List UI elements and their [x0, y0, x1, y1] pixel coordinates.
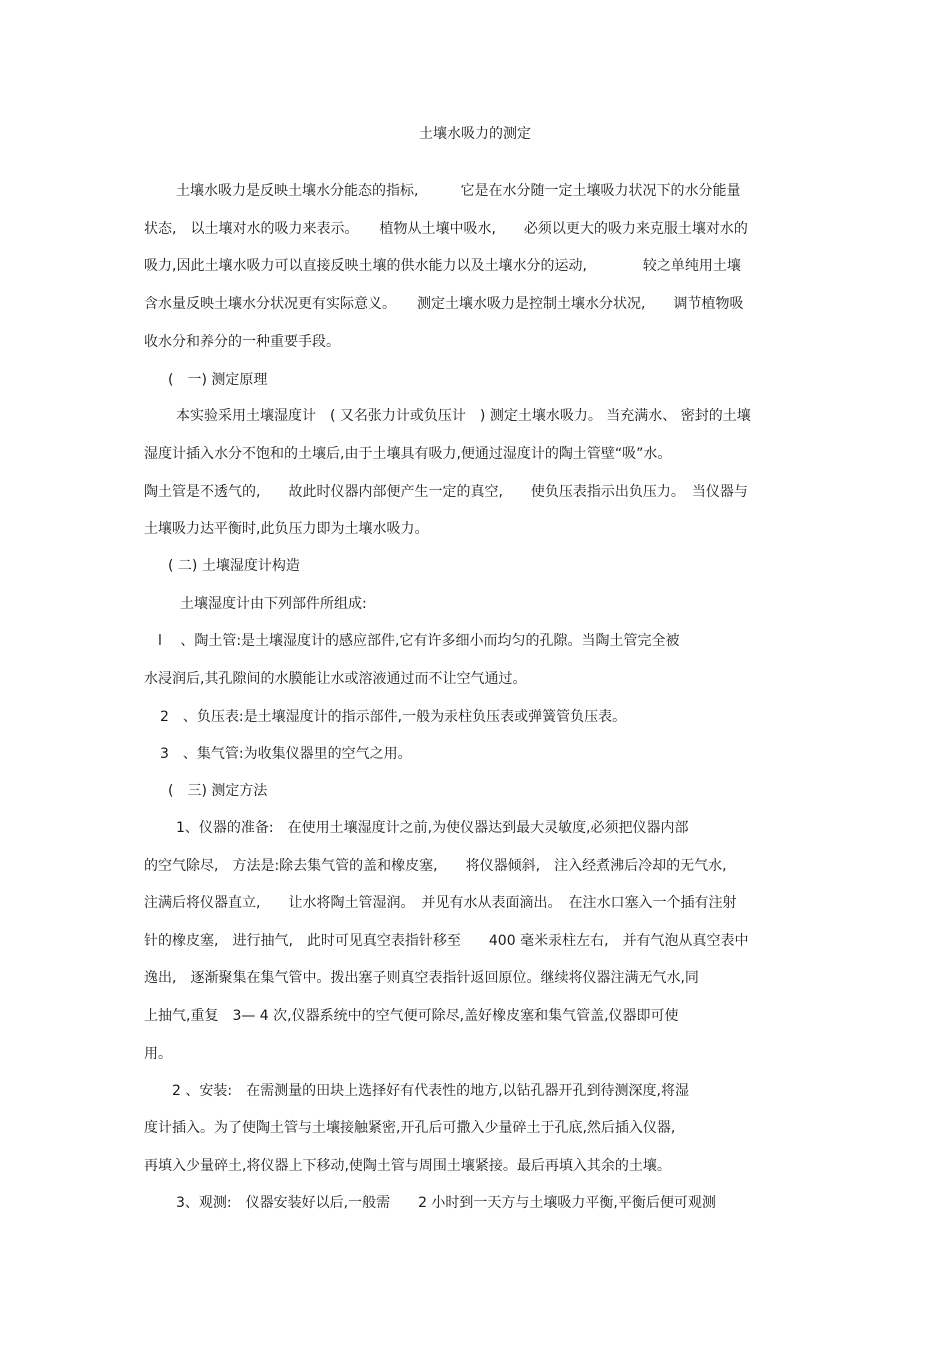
list-item: 2 、负压表:是土壤湿度计的指示部件,一般为汞柱负压表或弹簧管负压表。 [160, 709, 627, 725]
paragraph-line: 湿度计插入水分不饱和的土壤后,由于土壤具有吸力,便通过湿度计的陶土管壁“吸”水。 [144, 446, 672, 462]
paragraph-line: 土壤吸力达平衡时,此负压力即为土壤水吸力。 [144, 521, 429, 537]
paragraph-line: 注满后将仪器直立, 让水将陶土管湿润。 并见有水从表面滴出。 在注水口塞入一个插有注射 [144, 895, 737, 911]
section-heading: ( 二) 土壤湿度计构造 [168, 558, 300, 574]
paragraph-line: 陶土管是不透气的, 故此时仪器内部便产生一定的真空, 使负压表指示出负压力。 当仪器与 [144, 484, 748, 500]
paragraph-line: 2 、安装: 在需测量的田块上选择好有代表性的地方,以钻孔器开孔到待测深度,将湿 [172, 1083, 689, 1099]
paragraph-line: 的空气除尽, 方法是:除去集气管的盖和橡皮塞, 将仪器倾斜, 注入经煮沸后冷却的无气水, [144, 858, 727, 874]
paragraph-line: 土壤水吸力是反映土壤水分能态的指标, 它是在水分随一定土壤吸力状况下的水分能量 [176, 183, 741, 199]
section-heading: ( 三) 测定方法 [168, 783, 268, 799]
paragraph-line: 本实验采用土壤湿度计 ( 又名张力计或负压计 ) 测定土壤水吸力。 当充满水、 密封的土壤 [176, 408, 751, 424]
paragraph-line: 针的橡皮塞, 进行抽气, 此时可见真空表指针移至 400 毫米汞柱左右, 并有气泡从真空表中 [144, 933, 749, 949]
paragraph-line: 收水分和养分的一种重要手段。 [144, 334, 340, 350]
paragraph-line: 再填入少量碎土,将仪器上下移动,使陶土管与周围土壤紧接。最后再填入其余的土壤。 [144, 1158, 671, 1174]
paragraph-line: 含水量反映土壤水分状况更有实际意义。 测定土壤水吸力是控制土壤水分状况, 调节植物吸 [144, 296, 744, 312]
list-item: l 、陶土管:是土壤湿度计的感应部件,它有许多细小而均匀的孔隙。当陶土管完全被 [158, 633, 680, 649]
paragraph-line: 吸力,因此土壤水吸力可以直接反映土壤的供水能力以及土壤水分的运动, 较之单纯用土壤 [144, 258, 741, 274]
paragraph-line: 土壤湿度计由下列部件所组成: [180, 596, 367, 612]
page-title: 土壤水吸力的测定 [419, 126, 531, 142]
paragraph-line: 状态, 以土壤对水的吸力来表示。 植物从土壤中吸水, 必须以更大的吸力来克服土壤对水的 [144, 221, 748, 237]
list-item: 3 、集气管:为收集仪器里的空气之用。 [160, 746, 412, 762]
section-heading: ( 一) 测定原理 [168, 372, 268, 388]
paragraph-line: 上抽气,重复 3— 4 次,仪器系统中的空气便可除尽,盖好橡皮塞和集气管盖,仪器即可使 [144, 1008, 679, 1024]
paragraph-line: 度计插入。为了使陶土管与土壤接触紧密,开孔后可撒入少量碎土于孔底,然后插入仪器, [144, 1120, 676, 1136]
paragraph-line: 水浸润后,其孔隙间的水膜能让水或溶液通过而不让空气通过。 [144, 671, 527, 687]
paragraph-line: 3、观测: 仪器安装好以后,一般需 2 小时到一天方与土壤吸力平衡,平衡后便可观测 [176, 1195, 716, 1211]
paragraph-line: 逸出, 逐渐聚集在集气管中。拨出塞子则真空表指针返回原位。继续将仪器注满无气水,同 [144, 970, 699, 986]
paragraph-line: 用。 [144, 1046, 172, 1062]
paragraph-line: 1、仪器的准备: 在使用土壤湿度计之前,为使仪器达到最大灵敏度,必须把仪器内部 [176, 820, 689, 836]
